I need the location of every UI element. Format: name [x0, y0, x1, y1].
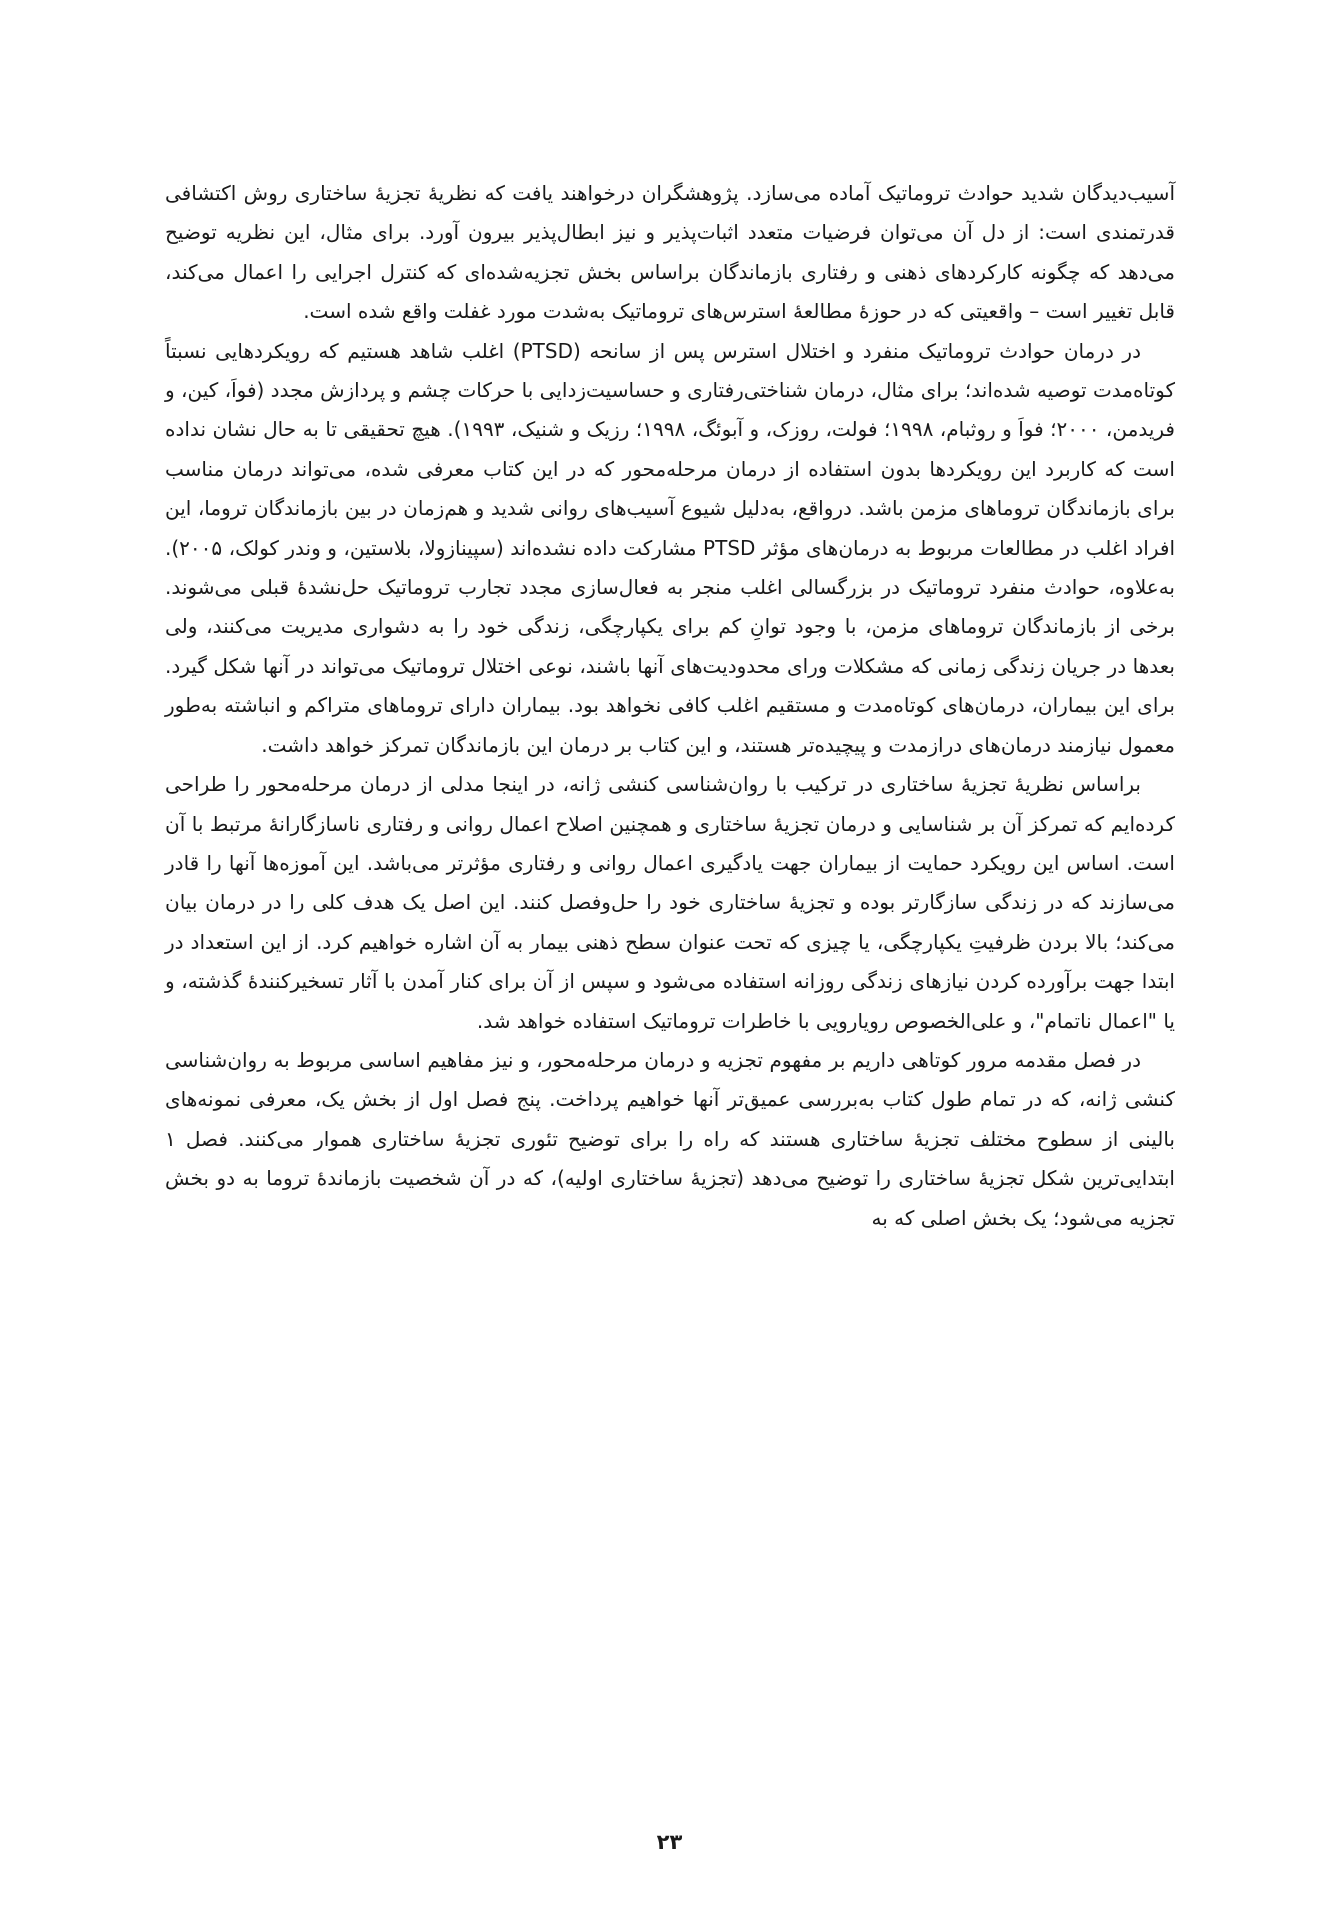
- paragraph-1: آسیب‌دیدگان شدید حوادث تروماتیک آماده می‌سازد. پژوهشگران درخواهند یافت که نظریهٔ تجزیهٔ ساختاری روش اکتشافی قدرتمندی است: از دل آن می‌توان فرضیات متعدد اثبات‌پذیر و نیز ابطال‌پذیر بیرون آورد. برای مثال، این نظریه توضیح می‌دهد که چگونه کارکردهای ذهنی و رفتاری بازماندگان براساس بخش تجزیه‌شده‌ای که کنترل اجرایی را اعمال می‌کند، قابل تغییر است – واقعیتی که در حوزهٔ مطالعهٔ استرس‌های تروماتیک به‌شدت مورد غفلت واقع شده است.: [165, 181, 1175, 324]
- body-text: [165, 174, 1175, 1238]
- paragraph-2: در درمان حوادث تروماتیک منفرد و اختلال استرس پس از سانحه (PTSD) اغلب شاهد هستیم که رویکردهایی نسبتاً کوتاه‌مدت توصیه شده‌اند؛ برای مثال، درمان شناختی‌رفتاری و حساسیت‌زدایی با حرکات چشم و پردازش مجدد (فواَ، کین، و فریدمن، ۲۰۰۰؛ فواَ و روثبام، ۱۹۹۸؛ فولت، روزک، و آبوئگ، ۱۹۹۸؛ رزیک و شنیک، ۱۹۹۳). هیچ تحقیقی تا به حال نشان نداده است که کاربرد این رویکردها بدون استفاده از درمان مرحله‌محور که در این کتاب معرفی شده، می‌تواند درمان مناسب برای بازماندگان تروماهای مزمن باشد. درواقع، به‌دلیل شیوع آسیب‌های روانی شدید و هم‌زمان در بین بازماندگان تروما، این افراد اغلب در مطالعات مربوط به درمان‌های مؤثر PTSD مشارکت داده نشده‌اند (سپینازولا، بلاستین، و وندر کولک، ۲۰۰۵). به‌علاوه، حوادث منفرد تروماتیک در بزرگسالی اغلب منجر به فعال‌سازی مجدد تجارب تروماتیک حل‌نشدهٔ قبلی می‌شوند. برخی از بازماندگان تروماهای مزمن، با وجود توانِ کم برای یکپارچگی، زندگی خود را به دشواری مدیریت می‌کنند، ولی بعدها در جریان زندگی زمانی که مشکلات ورای محدودیت‌های آنها باشند، نوعی اختلال تروماتیک می‌تواند در آنها شکل گیرد. برای این بیماران، درمان‌های کوتاه‌مدت و مستقیم اغلب کافی نخواهد بود. بیماران دارای تروماهای متراکم و انباشته به‌طور معمول نیازمند درمان‌های درازمدت و پیچیده‌تر هستند، و این کتاب بر درمان این بازماندگان تمرکز خواهد داشت.: [165, 338, 1176, 757]
- paragraph-3: براساس نظریهٔ تجزیهٔ ساختاری در ترکیب با روان‌شناسی کنشی ژانه، در اینجا مدلی از درمان مرحله‌محور را طراحی کرده‌ایم که تمرکز آن بر شناسایی و درمان تجزیهٔ ساختاری و همچنین اصلاح اعمال روانی و رفتاری ناسازگارانهٔ مرتبط با آن است. اساس این رویکرد حمایت از بیماران جهت یادگیری اعمال روانی و رفتاری مؤثرتر می‌باشد. این آموزه‌ها آنها را قادر می‌سازند که در زندگی سازگارتر بوده و تجزیهٔ ساختاری خود را حل‌وفصل کنند. این اصل یک هدف کلی را در درمان بیان می‌کند؛ بالا بردن ظرفیتِ یکپارچگی، یا چیزی که تحت عنوان سطح ذهنی بیمار به آن اشاره خواهیم کرد. از این استعداد در ابتدا جهت برآورده کردن نیازهای زندگی روزانه استفاده می‌شود و سپس از آن برای کنار آمدن با آثار تسخیرکنندهٔ گذشته، و یا "اعمال ناتمام"، و علی‌الخصوص رویارویی با خاطرات تروماتیک استفاده خواهد شد.: [165, 772, 1175, 1033]
- page-number: ۲۳: [656, 1830, 683, 1854]
- paragraph-4: در فصل مقدمه مرور کوتاهی داریم بر مفهوم تجزیه و درمان مرحله‌محور، و نیز مفاهیم اساسی مربوط به روان‌شناسی کنشی ژانه، که در تمام طول کتاب به‌بررسی عمیق‌تر آنها خواهیم پرداخت. پنج فصل اول از بخش یک، معرفی نمونه‌های بالینی از سطوح مختلف تجزیهٔ ساختاری هستند که راه را برای توضیح تئوری تجزیهٔ ساختاری هموار می‌کنند. فصل ۱ ابتدایی‌ترین شکل تجزیهٔ ساختاری را توضیح می‌دهد (تجزیهٔ ساختاری اولیه)، که در آن شخصیت بازماندهٔ تروما به دو بخش تجزیه می‌شود؛ یک بخش اصلی که به: [165, 1047, 1175, 1230]
